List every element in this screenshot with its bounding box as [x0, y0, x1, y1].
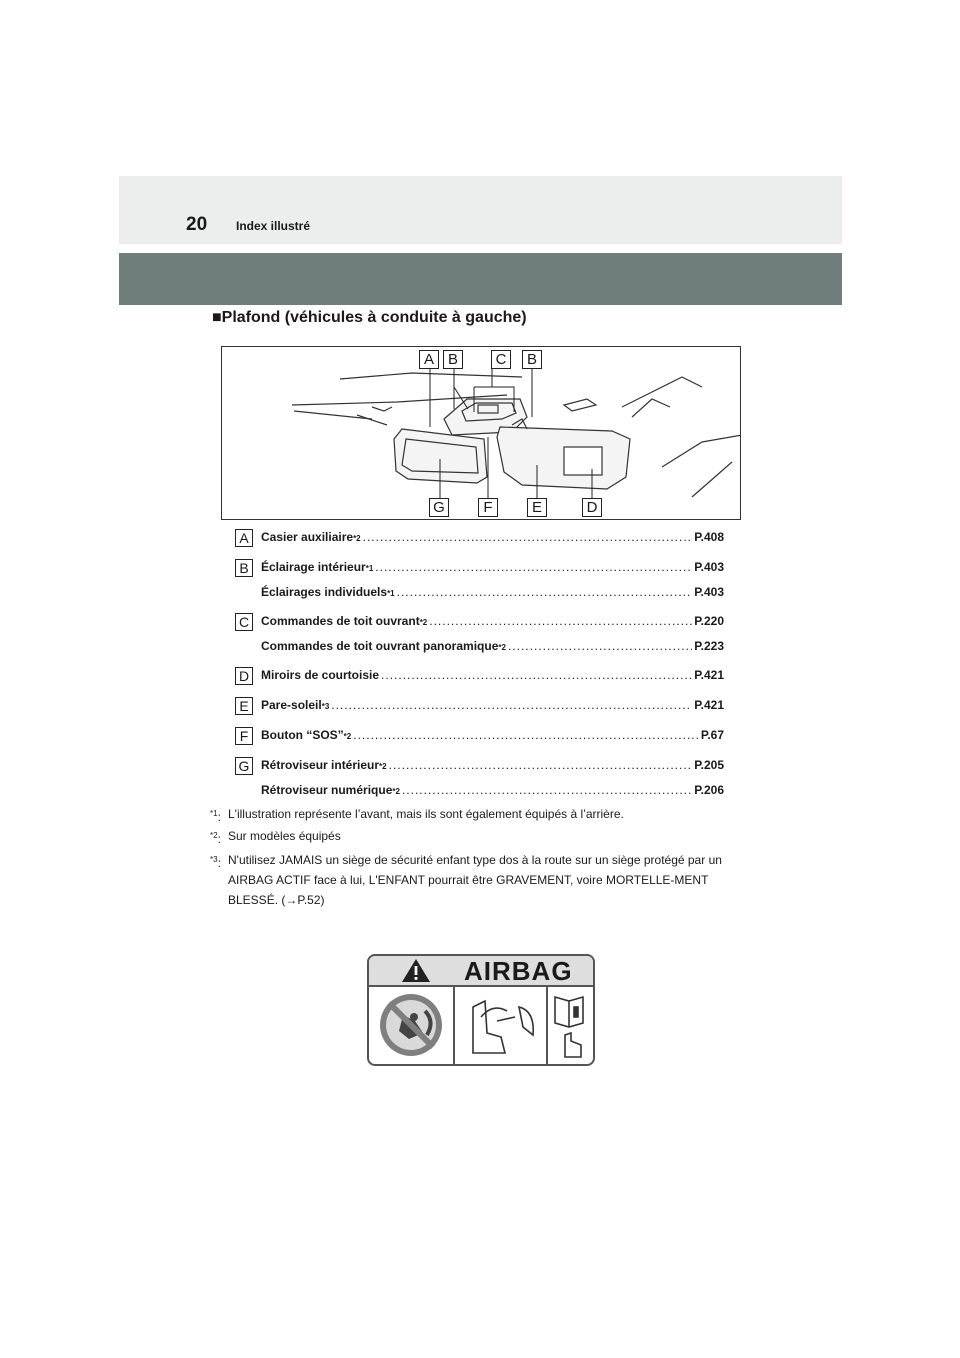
entry-page-link[interactable]: P.206	[694, 783, 724, 797]
entry-page-link[interactable]: P.223	[694, 639, 724, 653]
section-title: ■Plafond (véhicules à conduite à gauche)	[212, 309, 527, 326]
entry-page-link[interactable]: P.67	[700, 728, 724, 742]
entry-letter-d: D	[235, 667, 253, 685]
header-bar	[119, 176, 842, 244]
entry-page-link[interactable]: P.421	[694, 668, 724, 682]
entry-label: Miroirs de courtoisie	[261, 668, 380, 682]
leader-dots	[508, 639, 692, 653]
entry-retroviseur-numerique	[261, 783, 724, 797]
leader-dots	[402, 783, 692, 797]
entry-footnote-mark: *2	[353, 534, 361, 543]
leader-dots	[397, 585, 693, 599]
entry-retroviseur-interieur	[261, 758, 724, 772]
entry-label: Rétroviseur numérique	[261, 783, 393, 797]
footnote-text: N'utilisez JAMAIS un siège de sécurité enfant type dos à la route sur un siège protégé par un AIRBAG ACTIF face à lui, L'ENFANT pourrait être GRAVEMENT, voire MORTELLE-MENT BLESSÉ. (→P.52)	[228, 853, 722, 907]
airbag-title: AIRBAG	[464, 956, 573, 986]
entry-eclairages-individuels	[261, 585, 724, 599]
entry-page-link[interactable]: P.403	[694, 585, 724, 599]
entry-miroirs-courtoisie	[261, 668, 724, 682]
entry-commandes-toit-panoramique	[261, 639, 724, 653]
leader-dots	[389, 758, 693, 772]
entry-letter-c: C	[235, 613, 253, 631]
no-rear-facing-seat-icon	[380, 994, 442, 1056]
entry-page-link[interactable]: P.403	[694, 560, 724, 574]
read-manual-icon	[555, 997, 583, 1057]
entry-page-link[interactable]: P.421	[694, 698, 724, 712]
entry-footnote-mark: *1	[387, 589, 395, 598]
entry-footnote-mark: *2	[379, 762, 387, 771]
leader-dots	[353, 728, 699, 742]
entry-footnote-mark: *2	[343, 732, 352, 741]
entry-page-link[interactable]: P.205	[694, 758, 724, 772]
footnote-text: L'illustration représente l’avant, mais ils sont également équipés à l’arrière.	[228, 807, 624, 821]
callout-b: B	[443, 350, 463, 369]
entry-label: Rétroviseur intérieur	[261, 758, 380, 772]
airbag-warning-label	[367, 954, 595, 1066]
entry-page-link[interactable]: P.408	[694, 530, 724, 544]
entry-letter-f: F	[235, 727, 253, 745]
leader-dots	[331, 698, 692, 712]
entry-footnote-mark: *2	[419, 618, 428, 627]
entry-eclairage-interieur	[261, 560, 724, 574]
entry-page-link[interactable]: P.220	[694, 614, 724, 628]
entry-bouton-sos	[261, 728, 724, 742]
leader-dots	[375, 560, 692, 574]
ceiling-drawing	[222, 347, 741, 520]
callout-c: C	[491, 350, 511, 369]
footnote-mark: $^{*3}$:	[210, 855, 221, 870]
entry-label: Éclairages individuels	[261, 585, 388, 599]
entry-footnote-mark: *3	[321, 702, 330, 711]
entry-footnote-mark: *2	[392, 787, 400, 796]
entry-label: Commandes de toit ouvrant panoramique	[261, 639, 499, 653]
callout-d: D	[582, 498, 602, 517]
footnote-text: Sur modèles équipés	[228, 829, 341, 843]
entry-letter-g: G	[235, 757, 253, 775]
entry-label: Éclairage intérieur	[261, 560, 366, 574]
entry-label: Bouton “SOS”	[261, 728, 344, 742]
leader-dots	[363, 530, 693, 544]
callout-g: G	[429, 498, 449, 517]
callout-a: A	[419, 350, 439, 369]
entry-pare-soleil	[261, 698, 724, 712]
callout-b-right: B	[522, 350, 542, 369]
callout-e: E	[527, 498, 547, 517]
warning-triangle-icon	[401, 958, 431, 983]
airbag-seat-icon	[473, 1001, 533, 1053]
footnote-mark: $^{*1}$:	[210, 809, 221, 824]
leader-dots	[429, 614, 692, 628]
entry-label: Casier auxiliaire	[261, 530, 354, 544]
entry-casier-auxiliaire	[261, 530, 724, 544]
page-number: 20	[186, 214, 208, 235]
entry-footnote-mark: *1	[365, 564, 374, 573]
header-title: Index illustré	[236, 219, 311, 233]
entry-label: Pare-soleil	[261, 698, 322, 712]
leader-dots	[381, 668, 692, 682]
callout-f: F	[478, 498, 498, 517]
header-band	[119, 253, 842, 305]
entry-commandes-toit-ouvrant	[261, 614, 724, 628]
airbag-pictograms	[369, 987, 593, 1064]
footnote-mark: $^{*2}$:	[210, 831, 221, 846]
entry-label: Commandes de toit ouvrant	[261, 614, 420, 628]
ceiling-illustration	[221, 346, 741, 520]
entry-letter-a: A	[235, 529, 253, 547]
entry-letter-b: B	[235, 559, 253, 577]
entry-footnote-mark: *2	[498, 643, 506, 652]
entry-letter-e: E	[235, 697, 253, 715]
